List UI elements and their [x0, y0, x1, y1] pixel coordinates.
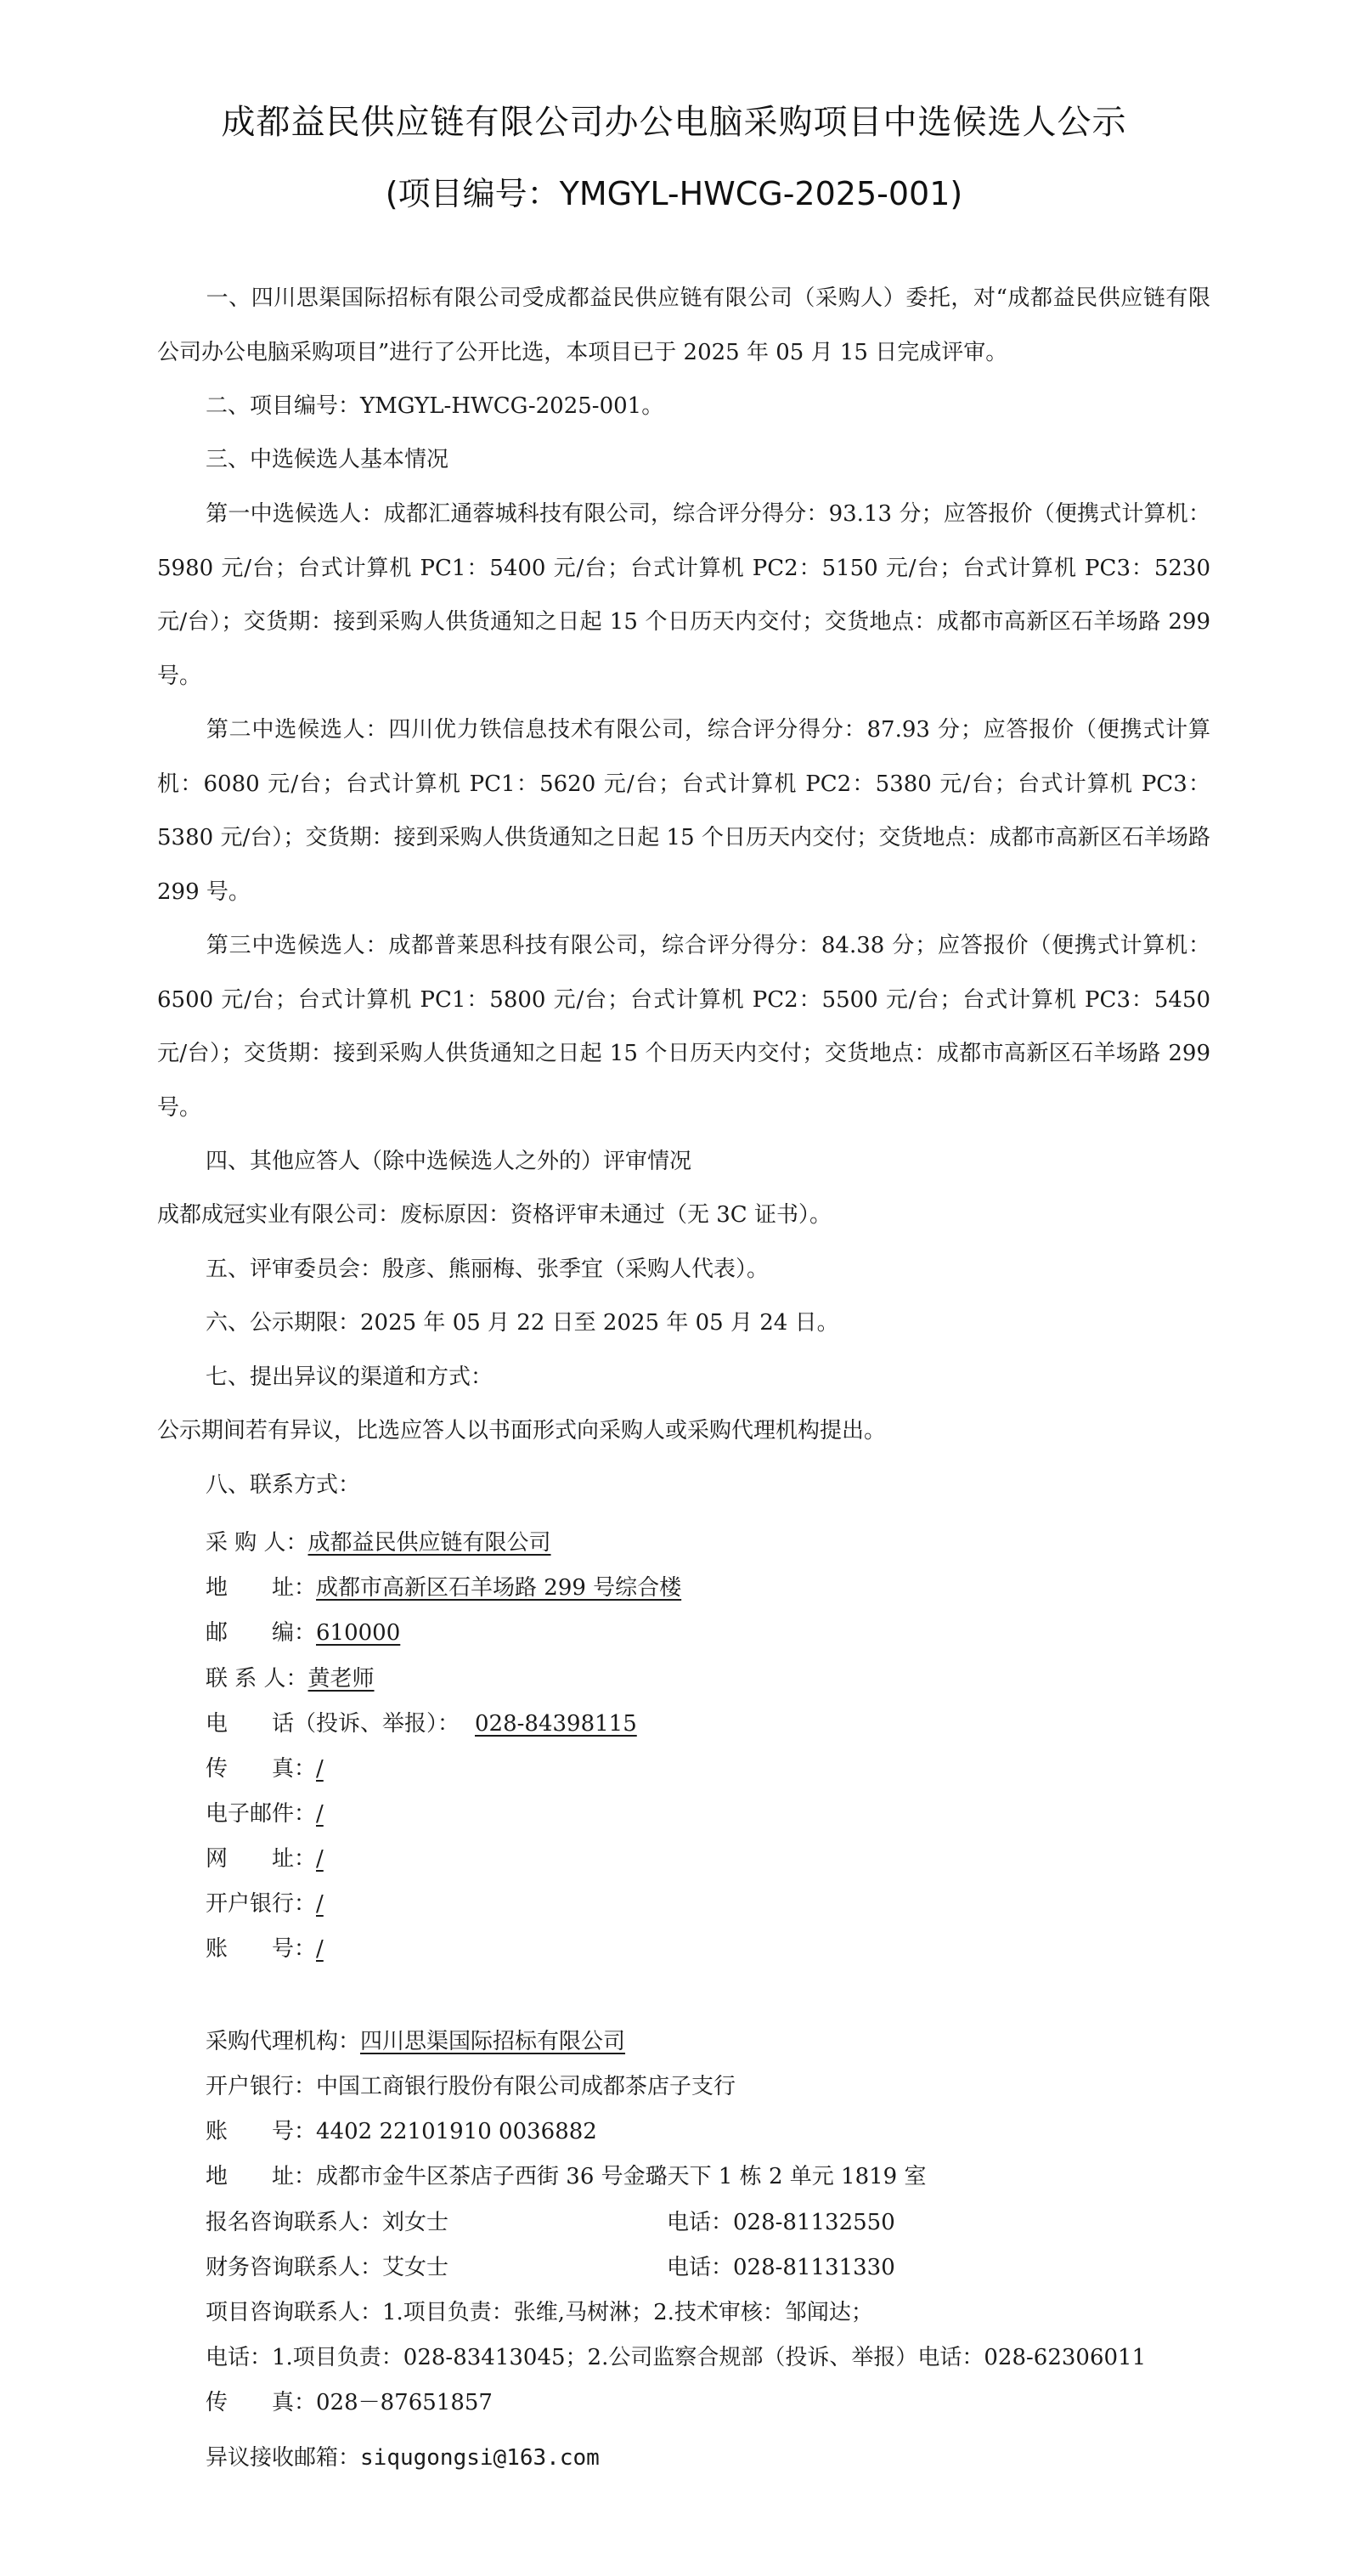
agency-account: 4402 22101910 0036882 — [316, 2119, 597, 2144]
purchaser-website-row: 网 址：/ — [206, 1846, 324, 1872]
section-7-heading: 七、提出异议的渠道和方式： — [206, 1364, 494, 1390]
candidate-2-paragraph: 第二中选候选人：四川优力铁信息技术有限公司，综合评分得分：87.93 分；应答报价（便携式计算机：6080 元/台；台式计算机 PC1：5620 元/台；台式计算机 PC2：5380 元/台；台式计算机 PC3：5380 元/台）；交货期：接到采购人供货通知之日起 15 个日历天内交付；交货地点：成都市高新区石羊场路 299 号。 — [157, 717, 1210, 905]
purchaser-postcode-row: 邮 编：610000 — [206, 1620, 401, 1646]
section-6-period: 六、公示期限：2025 年 05 月 22 日至 2025 年 05 月 24 日。 — [206, 1310, 839, 1336]
section-4-detail: 成都成冠实业有限公司：废标原因：资格评审未通过（无 3C 证书）。 — [157, 1202, 832, 1228]
candidate-3-paragraph: 第三中选候选人：成都普莱思科技有限公司，综合评分得分：84.38 分；应答报价（便携式计算机：6500 元/台；台式计算机 PC1：5800 元/台；台式计算机 PC2：5500 元/台；台式计算机 PC3：5450 元/台）；交货期：接到采购人供货通知之日起 15 个日历天内交付；交货地点：成都市高新区石羊场路 299 号。 — [157, 933, 1210, 1121]
purchaser-website: / — [316, 1846, 324, 1872]
agency-address: 成都市金牛区茶店子西街 36 号金璐天下 1 栋 2 单元 1819 室 — [316, 2164, 927, 2189]
agency-bank-row: 开户银行：中国工商银行股份有限公司成都茶店子支行 — [206, 2074, 736, 2099]
section-8-heading: 八、联系方式： — [206, 1472, 361, 1498]
section-4-heading: 四、其他应答人（除中选候选人之外的）评审情况 — [206, 1149, 692, 1174]
agency-signup-contact: 报名咨询联系人：刘女士 — [206, 2210, 449, 2235]
purchaser-postcode: 610000 — [316, 1620, 401, 1646]
agency-name-row: 采购代理机构：四川思渠国际招标有限公司 — [206, 2029, 626, 2054]
purchaser-address: 成都市高新区石羊场路 299 号综合楼 — [316, 1575, 682, 1601]
project-number-subtitle: (项目编号：YMGYL-HWCG-2025-001) — [385, 175, 963, 212]
objection-email: siqugongsi@163.com — [360, 2445, 600, 2471]
section-2-project-number: 二、项目编号：YMGYL-HWCG-2025-001。 — [206, 393, 664, 419]
purchaser-fax: / — [316, 1756, 324, 1782]
agency-fax: 028－87651857 — [316, 2390, 493, 2415]
section-3-heading: 三、中选候选人基本情况 — [206, 447, 449, 472]
purchaser-bank: / — [316, 1891, 324, 1917]
agency-finance-contact: 财务咨询联系人：艾女士 — [206, 2255, 449, 2280]
objection-email-row: 异议接收邮箱：siqugongsi@163.com — [206, 2445, 600, 2471]
agency-bank: 中国工商银行股份有限公司成都茶店子支行 — [316, 2074, 736, 2099]
purchaser-name-row: 采 购 人：成都益民供应链有限公司 — [206, 1530, 551, 1556]
purchaser-bank-row: 开户银行：/ — [206, 1891, 324, 1917]
document-title: 成都益民供应链有限公司办公电脑采购项目中选候选人公示 — [221, 103, 1127, 142]
section-1-paragraph: 一、四川思渠国际招标有限公司受成都益民供应链有限公司（采购人）委托，对“成都益民供应链有限公司办公电脑采购项目”进行了公开比选，本项目已于 2025 年 05 月 15 日完成评审。 — [157, 285, 1210, 365]
purchaser-fax-row: 传 真：/ — [206, 1756, 324, 1782]
section-5-committee: 五、评审委员会：殷彦、熊丽梅、张季宜（采购人代表）。 — [206, 1257, 770, 1282]
agency-finance-phone: 电话：028-81131330 — [667, 2255, 895, 2280]
section-7-detail: 公示期间若有异议，比选应答人以书面形式向采购人或采购代理机构提出。 — [157, 1418, 887, 1443]
purchaser-account: / — [316, 1936, 324, 1962]
purchaser-address-row: 地 址：成都市高新区石羊场路 299 号综合楼 — [206, 1575, 682, 1601]
purchaser-phone: 028-84398115 — [475, 1711, 637, 1737]
agency-project-phone: 电话：1.项目负责：028-83413045；2.公司监察合规部（投诉、举报）电话：028-62306011 — [206, 2345, 1147, 2370]
purchaser-contact-row: 联 系 人：黄老师 — [206, 1666, 375, 1692]
agency-name: 四川思渠国际招标有限公司 — [360, 2029, 626, 2054]
purchaser-phone-row: 电 话（投诉、举报）： 028-84398115 — [206, 1711, 637, 1737]
purchaser-account-row: 账 号：/ — [206, 1936, 324, 1962]
agency-fax-row: 传 真：028－87651857 — [206, 2390, 493, 2415]
purchaser-name: 成都益民供应链有限公司 — [307, 1530, 551, 1556]
agency-project-contact: 项目咨询联系人：1.项目负责：张维,马树淋；2.技术审核：邹闻达； — [206, 2300, 873, 2325]
purchaser-email: / — [316, 1801, 324, 1827]
purchaser-contact: 黄老师 — [307, 1666, 375, 1692]
agency-signup-phone: 电话：028-81132550 — [667, 2210, 895, 2235]
purchaser-email-row: 电子邮件：/ — [206, 1801, 324, 1827]
candidate-1-paragraph: 第一中选候选人：成都汇通蓉城科技有限公司，综合评分得分：93.13 分；应答报价（便携式计算机：5980 元/台；台式计算机 PC1：5400 元/台；台式计算机 PC2：5150 元/台；台式计算机 PC3：5230 元/台）；交货期：接到采购人供货通知之日起 15 个日历天内交付；交货地点：成都市高新区石羊场路 299 号。 — [157, 501, 1210, 689]
agency-address-row: 地 址：成都市金牛区茶店子西街 36 号金璐天下 1 栋 2 单元 1819 室 — [206, 2164, 927, 2189]
agency-account-row: 账 号：4402 22101910 0036882 — [206, 2119, 597, 2144]
